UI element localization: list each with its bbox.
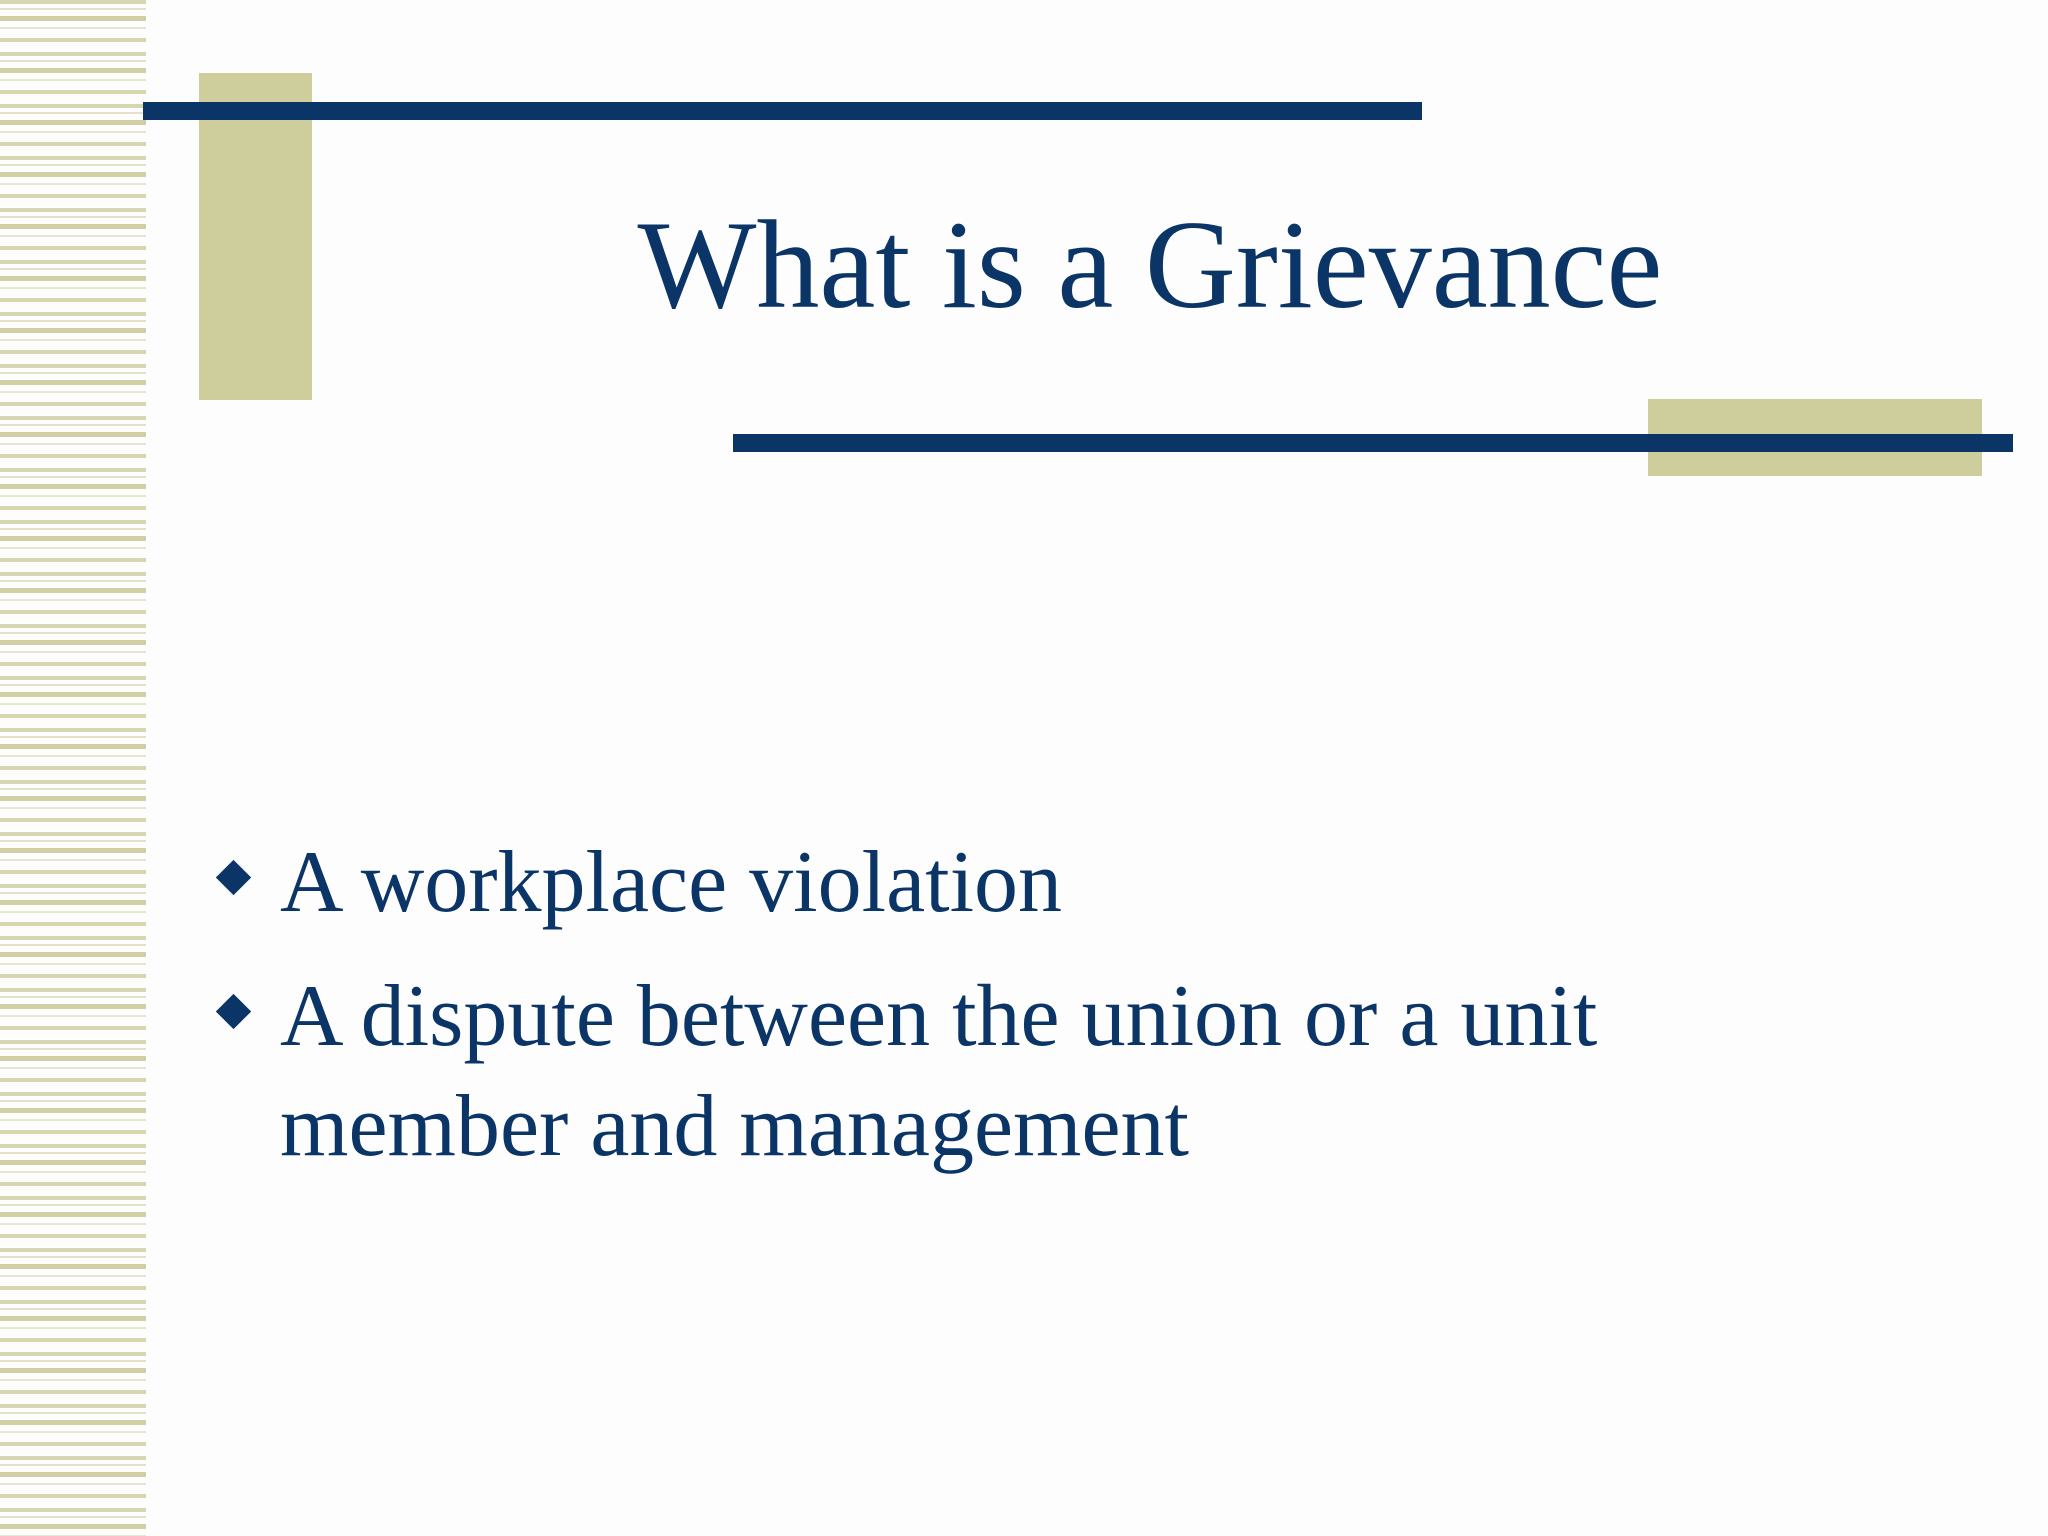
bullet-item	[280, 962, 1780, 1182]
slide-title: What is a Grievance	[637, 196, 1663, 335]
diamond-bullet-icon	[216, 994, 251, 1029]
bullet-text: A workplace violation	[280, 834, 1063, 931]
bullet-text: A dispute between the union or a unit member and management	[280, 968, 1598, 1175]
bullet-item	[280, 828, 1780, 938]
diamond-bullet-icon	[216, 860, 251, 895]
